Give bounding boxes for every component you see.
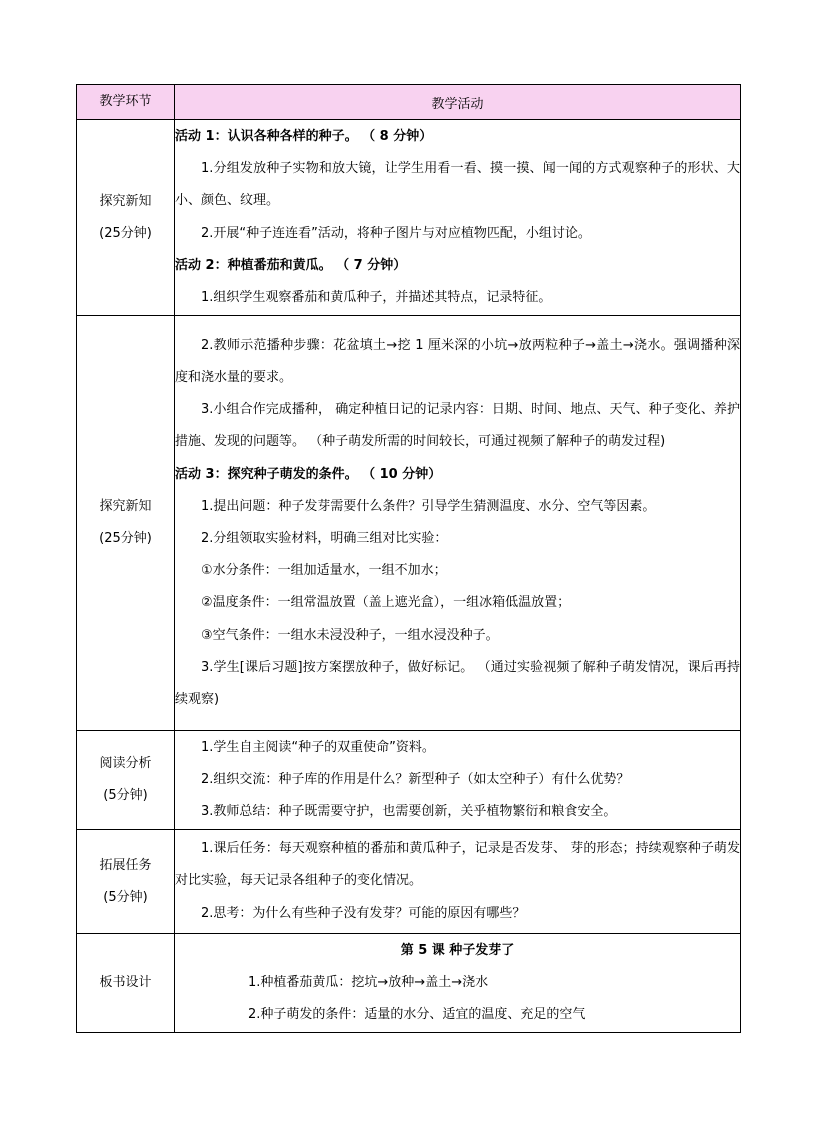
stage-label: 板书设计 <box>99 975 152 990</box>
activity-heading: 活动 1：认识各种各样的种子。 （ 8 分钟） <box>175 128 433 144</box>
stage-time: (25分钟) <box>99 531 152 546</box>
activity-line: 1.学生自主阅读“种子的双重使命”资料。 <box>201 739 435 755</box>
activity-line: 1.课后任务：每天观察种植的番茄和黄瓜种子，记录是否发芽、 芽的形态；持续观察种子萌发对比实验，每天记录各组种子的变化情况。 <box>175 841 740 889</box>
activity-line: ①水分条件：一组加适量水，一组不加水； <box>201 563 447 579</box>
table-header-row <box>77 85 741 120</box>
table-row <box>77 934 741 1033</box>
stage-cell <box>77 316 175 731</box>
stage-label: 阅读分析 <box>99 756 152 771</box>
stage-cell <box>77 830 175 934</box>
activity-line: 1.提出问题：种子发芽需要什么条件？引导学生猜测温度、水分、空气等因素。 <box>201 498 656 514</box>
stage-cell <box>77 731 175 830</box>
board-title: 第 5 课 种子发芽了 <box>400 942 515 958</box>
activity-line: 3.小组合作完成播种， 确定种植日记的记录内容：日期、时间、地点、天气、种子变化、养护措施、发现的问题等。 （种子萌发所需的时间较长，可通过视频了解种子的萌发过程) <box>175 402 740 450</box>
board-design-cell <box>175 934 741 1033</box>
activity-line: 3.学生[课后习题]按方案摆放种子，做好标记。 （通过实验视频了解种子萌发情况，课后再持续观察) <box>175 659 740 708</box>
activity-cell <box>175 731 741 830</box>
activity-line: 2.开展“种子连连看”活动，将种子图片与对应植物匹配，小组讨论。 <box>201 225 591 241</box>
activity-line: 2.教师示范播种步骤：花盆填土→挖 1 厘米深的小坑→放两粒种子→盖土→浇水。强调播种深度和浇水量的要求。 <box>175 337 740 385</box>
activity-line: 1.分组发放种子实物和放大镜，让学生用看一看、摸一摸、闻一闻的方式观察种子的形状、大小、颜色、纹理。 <box>175 161 740 209</box>
activity-heading: 活动 3：探究种子萌发的条件。 （ 10 分钟） <box>175 466 442 482</box>
activity-cell <box>175 830 741 934</box>
lesson-plan-table <box>76 84 741 1033</box>
stage-label: 探究新知 <box>99 193 152 209</box>
header-stage: 教学环节 <box>77 85 175 120</box>
activity-line: 2.分组领取实验材料，明确三组对比实验： <box>201 531 448 546</box>
stage-cell <box>77 934 175 1033</box>
board-line: 1.种植番茄黄瓜：挖坑→放种→盖土→浇水 <box>248 974 489 990</box>
activity-cell <box>175 120 741 316</box>
table-row <box>77 731 741 830</box>
table-row <box>77 120 741 316</box>
stage-time: (25分钟) <box>99 225 152 241</box>
activity-line: ③空气条件：一组水未浸没种子，一组水浸没种子。 <box>201 627 499 643</box>
stage-label: 拓展任务 <box>99 857 152 873</box>
activity-line: 1.组织学生观察番茄和黄瓜种子，并描述其特点，记录特征。 <box>201 289 552 305</box>
table-row <box>77 830 741 934</box>
header-activity: 教学活动 <box>175 85 741 120</box>
activity-line: 2.思考：为什么有些种子没有发芽？可能的原因有哪些？ <box>201 905 526 921</box>
activity-line: ②温度条件：一组常温放置（盖上遮光盒），一组冰箱低温放置； <box>201 595 571 611</box>
stage-time: (5分钟) <box>103 889 148 905</box>
stage-time: (5分钟) <box>103 788 148 803</box>
stage-label: 探究新知 <box>99 499 152 514</box>
table-row <box>77 316 741 731</box>
activity-cell <box>175 316 741 731</box>
stage-cell <box>77 120 175 316</box>
board-line: 2.种子萌发的条件：适量的水分、适宜的温度、充足的空气 <box>248 1007 586 1023</box>
activity-line: 2.组织交流：种子库的作用是什么？新型种子（如太空种子）有什么优势？ <box>201 771 630 787</box>
activity-line: 3.教师总结：种子既需要守护，也需要创新，关乎植物繁衍和粮食安全。 <box>201 804 617 820</box>
activity-heading: 活动 2：种植番茄和黄瓜。 （ 7 分钟） <box>175 257 407 273</box>
